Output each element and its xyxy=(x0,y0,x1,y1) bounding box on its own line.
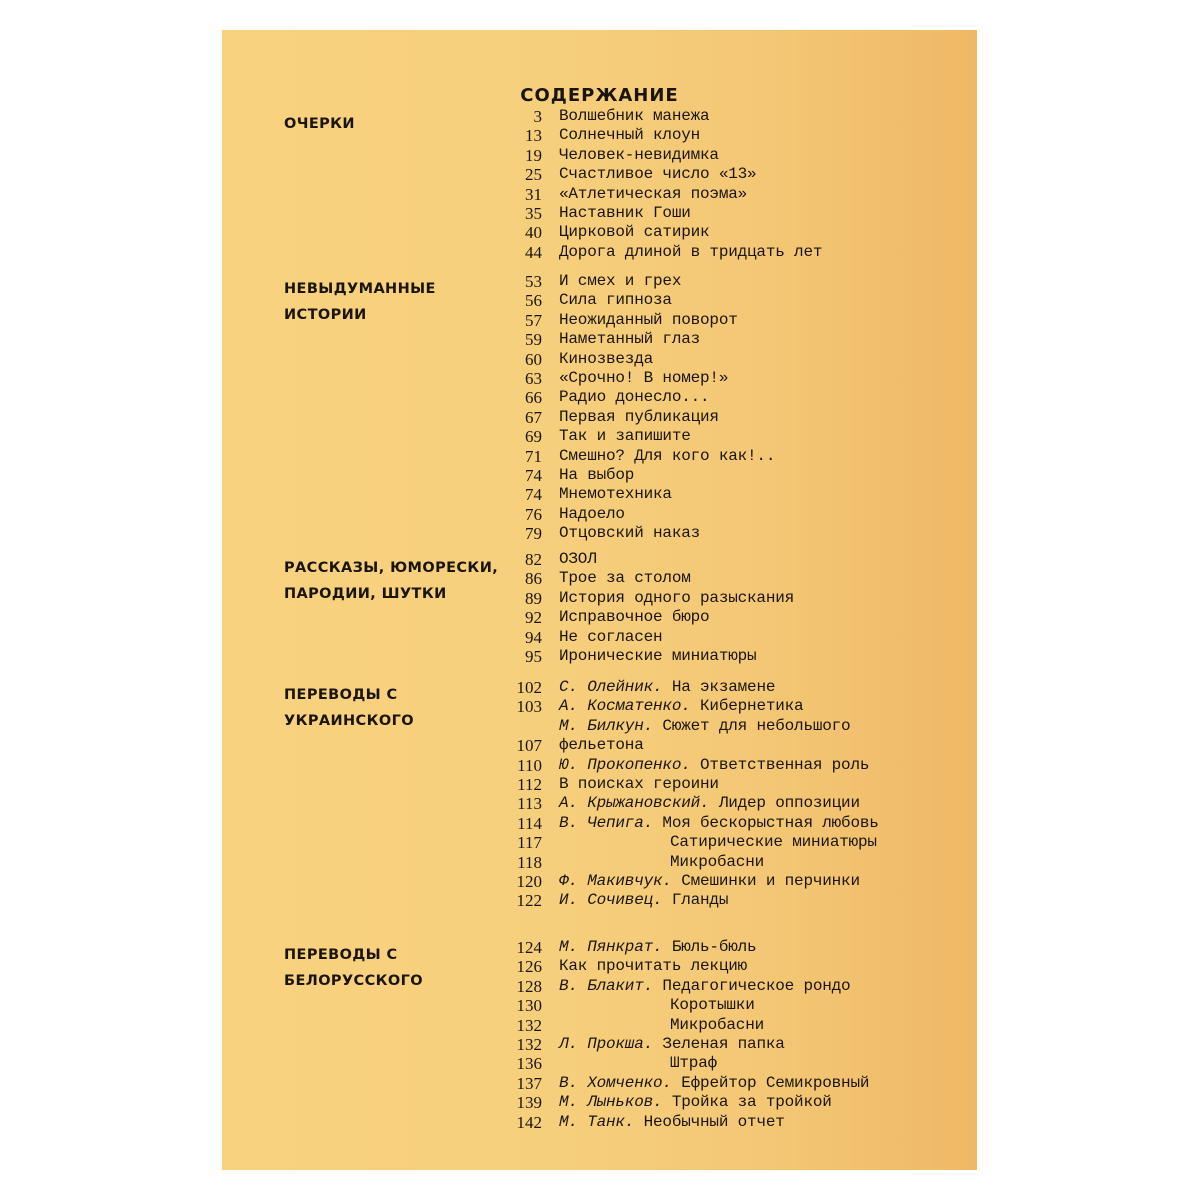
toc-entry xyxy=(222,814,977,833)
page-number: 79 xyxy=(525,524,542,544)
entry-title xyxy=(670,1054,717,1073)
entry-title xyxy=(559,697,803,716)
toc-entry xyxy=(222,466,977,485)
work-title: Бюль-бюль xyxy=(671,938,757,956)
toc-entry xyxy=(222,146,977,165)
page-number: 114 xyxy=(517,813,542,833)
entry-title xyxy=(559,126,700,145)
work-title: «Срочно! В номер!» xyxy=(559,369,729,387)
toc-entry xyxy=(222,957,977,976)
entry-title xyxy=(559,243,822,262)
work-title: Ответственная роль xyxy=(700,755,870,774)
entry-title xyxy=(559,466,634,485)
work-title: История одного разыскания xyxy=(559,588,795,607)
work-title: Педагогическое рондо xyxy=(662,976,851,995)
toc-entry xyxy=(222,311,977,330)
page-number: 132 xyxy=(516,1015,542,1035)
toc-entry xyxy=(222,350,977,369)
work-title: Коротышки xyxy=(670,996,755,1015)
page-number: 102 xyxy=(516,678,542,697)
work-title: Наметанный глаз xyxy=(559,330,701,349)
page-number: 56 xyxy=(525,291,542,311)
page-number: 57 xyxy=(525,310,542,330)
work-title: Кибернетика xyxy=(700,697,804,716)
entry-title xyxy=(670,1016,764,1035)
work-title: В поисках героини xyxy=(559,775,719,793)
page-number: 120 xyxy=(516,872,542,891)
entry-title xyxy=(559,505,625,524)
toc-entry xyxy=(222,243,977,262)
section-title: ОЧЕРКИ xyxy=(284,116,355,132)
work-title: Трое за столом xyxy=(559,569,691,588)
work-title: Радио донесло... xyxy=(559,388,710,407)
entry-title xyxy=(559,107,709,126)
entry-title xyxy=(559,1113,785,1132)
work-title: Ефрейтор Семикровный xyxy=(681,1073,870,1092)
toc-entry xyxy=(222,977,977,996)
toc-entry xyxy=(222,872,977,891)
toc-entry xyxy=(222,697,977,716)
entry-title xyxy=(559,608,709,627)
work-title: Не согласен xyxy=(559,627,663,646)
work-title: Счастливое число «13» xyxy=(559,165,757,184)
work-title: На выбор xyxy=(559,466,635,484)
toc-entry xyxy=(222,996,977,1015)
entry-title xyxy=(559,524,700,543)
toc-entry xyxy=(222,330,977,349)
toc-entry xyxy=(222,185,977,204)
entry-title xyxy=(670,853,764,872)
page-number: 40 xyxy=(525,223,542,243)
work-title: Надоело xyxy=(559,504,625,523)
entry-title xyxy=(559,311,738,330)
toc-entry xyxy=(222,388,977,407)
page-number: 136 xyxy=(516,1054,542,1074)
toc-entry xyxy=(222,938,977,957)
page-number: 69 xyxy=(525,427,542,447)
work-title: Штраф xyxy=(670,1054,718,1073)
section-title: РАССКАЗЫ, ЮМОРЕСКИ, ПАРОДИИ, ШУТКИ xyxy=(284,560,499,602)
work-title: Сюжет для небольшого xyxy=(662,716,851,735)
page-number: 142 xyxy=(516,1112,542,1132)
entry-title xyxy=(559,485,672,504)
toc-entry xyxy=(222,775,977,794)
toc-entry xyxy=(222,447,977,466)
page-number: 74 xyxy=(525,466,542,485)
author-name: Ю. Прокопенко. xyxy=(559,755,701,774)
page-number: 74 xyxy=(525,485,542,505)
toc-entry xyxy=(222,550,977,569)
entry-title xyxy=(559,550,597,569)
work-title: Зеленая папка xyxy=(662,1035,785,1053)
toc-entry xyxy=(222,369,977,388)
work-title: Сила гипноза xyxy=(559,291,672,310)
entry-title xyxy=(559,185,747,204)
page-number: 92 xyxy=(525,608,542,628)
entry-title xyxy=(559,427,691,446)
work-title: Неожиданный поворот xyxy=(559,310,738,329)
page-number: 35 xyxy=(525,204,542,223)
toc-entry xyxy=(222,1054,977,1073)
toc-entry xyxy=(222,223,977,242)
work-title: Как прочитать лекцию xyxy=(559,957,748,976)
entry-title xyxy=(559,794,860,813)
toc-entry xyxy=(222,524,977,543)
entry-title xyxy=(559,938,756,957)
toc-entry xyxy=(222,427,977,446)
work-title: ОЗОЛ xyxy=(559,550,597,568)
work-title: Сатирические миниатюры xyxy=(670,833,877,852)
work-title: На экзамене xyxy=(671,678,776,696)
page-number: 76 xyxy=(525,504,542,524)
section-title: НЕВЫДУМАННЫЕ ИСТОРИИ xyxy=(284,281,436,323)
author-name: М. Билкун. xyxy=(559,716,663,735)
toc-entry xyxy=(222,569,977,588)
page-number: 82 xyxy=(525,550,542,569)
entry-title xyxy=(559,165,756,184)
entry-title xyxy=(559,678,775,697)
author-name: В. Блакит. xyxy=(559,976,663,995)
work-title: Необычный отчет xyxy=(643,1112,785,1131)
author-name: В. Чепига. xyxy=(559,813,663,832)
page-number: 128 xyxy=(516,976,542,996)
page-number: 124 xyxy=(516,938,542,957)
page-number: 126 xyxy=(516,957,542,977)
author-name: М. Пянкрат. xyxy=(559,938,672,956)
page-number: 53 xyxy=(525,272,542,291)
page-number: 139 xyxy=(516,1093,542,1113)
toc-entry xyxy=(222,165,977,184)
page-number: 107 xyxy=(516,736,542,756)
author-name: В. Хомченко. xyxy=(559,1073,682,1092)
entry-title xyxy=(559,957,747,976)
toc-entry xyxy=(222,833,977,852)
entry-title xyxy=(559,775,719,794)
work-title: Дорога длиной в тридцать лет xyxy=(559,242,823,261)
author-name: А. Косматенко. xyxy=(559,697,701,716)
toc-entry xyxy=(222,1093,977,1112)
page-number: 71 xyxy=(525,446,542,466)
work-title: Первая публикация xyxy=(559,407,719,426)
work-title: Человек-невидимка xyxy=(559,145,719,164)
page-number: 118 xyxy=(517,852,542,872)
toc-entry xyxy=(222,408,977,427)
page-number: 112 xyxy=(517,775,542,794)
toc-entry xyxy=(222,1113,977,1132)
entry-title xyxy=(559,447,775,466)
entry-title xyxy=(559,977,850,996)
entry-title xyxy=(559,589,794,608)
page-number: 113 xyxy=(517,794,542,814)
entry-title xyxy=(559,756,869,775)
author-name: И. Сочивец. xyxy=(559,891,672,910)
toc-entry xyxy=(222,126,977,145)
entry-title xyxy=(559,369,728,388)
toc-entry xyxy=(222,107,977,126)
work-title: Солнечный клоун xyxy=(559,126,701,145)
entry-title xyxy=(559,872,860,891)
toc-entry xyxy=(222,1016,977,1035)
work-title: Так и запишите xyxy=(559,427,691,446)
work-title: Смешно? Для кого как!.. xyxy=(559,446,776,465)
work-title: Волшебник манежа xyxy=(559,107,710,125)
toc-entry xyxy=(222,272,977,291)
page-number: 59 xyxy=(525,330,542,350)
page-number: 66 xyxy=(525,388,542,408)
entry-title xyxy=(559,204,691,223)
page-number: 63 xyxy=(525,369,542,388)
entry-title xyxy=(559,814,879,833)
toc-entry xyxy=(222,794,977,813)
work-title: Кинозвезда xyxy=(559,349,654,368)
toc-entry xyxy=(222,291,977,310)
work-title: Микробасни xyxy=(670,852,765,871)
entry-title xyxy=(559,408,719,427)
page-number: 3 xyxy=(533,107,542,126)
page-number: 89 xyxy=(525,588,542,608)
toc-entry xyxy=(222,678,977,697)
work-title: Иронические миниатюры xyxy=(559,647,757,665)
author-name: М. Лыньков. xyxy=(559,1093,672,1112)
section-title: ПЕРЕВОДЫ С УКРАИНСКОГО xyxy=(284,687,414,729)
work-title: фельетона xyxy=(559,736,644,755)
toc-entry xyxy=(222,628,977,647)
work-title: И смех и грех xyxy=(559,272,682,290)
toc-entry xyxy=(222,853,977,872)
author-name: А. Крыжановский. xyxy=(559,794,719,813)
page-number: 110 xyxy=(517,755,542,775)
page-number: 130 xyxy=(516,996,542,1016)
page-number: 117 xyxy=(517,833,542,853)
entry-title xyxy=(559,146,719,165)
page-title: СОДЕРЖАНИЕ xyxy=(520,85,679,106)
work-title: Мнемотехника xyxy=(559,485,672,504)
work-title: Моя бескорыстная любовь xyxy=(662,813,879,832)
work-title: Наставник Гоши xyxy=(559,204,691,222)
page-number: 137 xyxy=(516,1073,542,1093)
entry-title xyxy=(670,996,755,1015)
page-number: 60 xyxy=(525,349,542,369)
toc-entry xyxy=(222,647,977,666)
work-title: Тройка за тройкой xyxy=(671,1093,832,1112)
page-number: 44 xyxy=(525,242,542,262)
book-page xyxy=(222,30,977,1170)
entry-title xyxy=(559,1035,785,1054)
entry-title xyxy=(559,1093,832,1112)
toc-entry xyxy=(222,1035,977,1054)
page-number: 103 xyxy=(516,697,542,717)
page-number: 67 xyxy=(525,407,542,427)
work-title: Микробасни xyxy=(670,1015,765,1034)
entry-title xyxy=(559,736,644,755)
work-title: Лидер оппозиции xyxy=(718,794,860,813)
author-name: Л. Прокша. xyxy=(559,1035,663,1053)
toc-entry xyxy=(222,204,977,223)
page-number: 132 xyxy=(516,1035,542,1054)
toc-entry xyxy=(222,717,977,736)
work-title: Цирковой сатирик xyxy=(559,223,710,242)
entry-title xyxy=(559,1074,869,1093)
toc-entry xyxy=(222,891,977,910)
work-title: «Атлетическая поэма» xyxy=(559,184,748,203)
entry-title xyxy=(559,628,662,647)
toc-entry xyxy=(222,736,977,755)
work-title: Гланды xyxy=(671,891,729,910)
entry-title xyxy=(559,388,709,407)
toc-entry xyxy=(222,1074,977,1093)
entry-title xyxy=(559,891,728,910)
entry-title xyxy=(559,717,850,736)
page-number: 13 xyxy=(525,126,542,146)
entry-title xyxy=(559,272,681,291)
entry-title xyxy=(559,291,672,310)
page-number: 86 xyxy=(525,569,542,589)
work-title: Отцовский наказ xyxy=(559,524,701,543)
author-name: Ф. Макивчук. xyxy=(559,872,682,890)
page-number: 25 xyxy=(525,165,542,185)
toc-entry xyxy=(222,756,977,775)
entry-title xyxy=(559,569,691,588)
author-name: М. Танк. xyxy=(559,1112,644,1131)
entry-title xyxy=(559,330,700,349)
page-number: 31 xyxy=(525,184,542,204)
entry-title xyxy=(559,350,653,369)
work-title: Исправочное бюро xyxy=(559,608,710,627)
page-number: 94 xyxy=(525,627,542,647)
entry-title xyxy=(670,833,877,852)
section-title: ПЕРЕВОДЫ С БЕЛОРУССКОГО xyxy=(284,947,423,989)
page-number: 19 xyxy=(525,145,542,165)
page-number: 122 xyxy=(516,891,542,911)
entry-title xyxy=(559,223,709,242)
toc-entry xyxy=(222,485,977,504)
toc-entry xyxy=(222,608,977,627)
toc-entry xyxy=(222,505,977,524)
toc-entry xyxy=(222,589,977,608)
author-name: С. Олейник. xyxy=(559,678,672,696)
work-title: Смешинки и перчинки xyxy=(681,872,860,890)
entry-title xyxy=(559,647,756,666)
page-number: 95 xyxy=(525,647,542,666)
